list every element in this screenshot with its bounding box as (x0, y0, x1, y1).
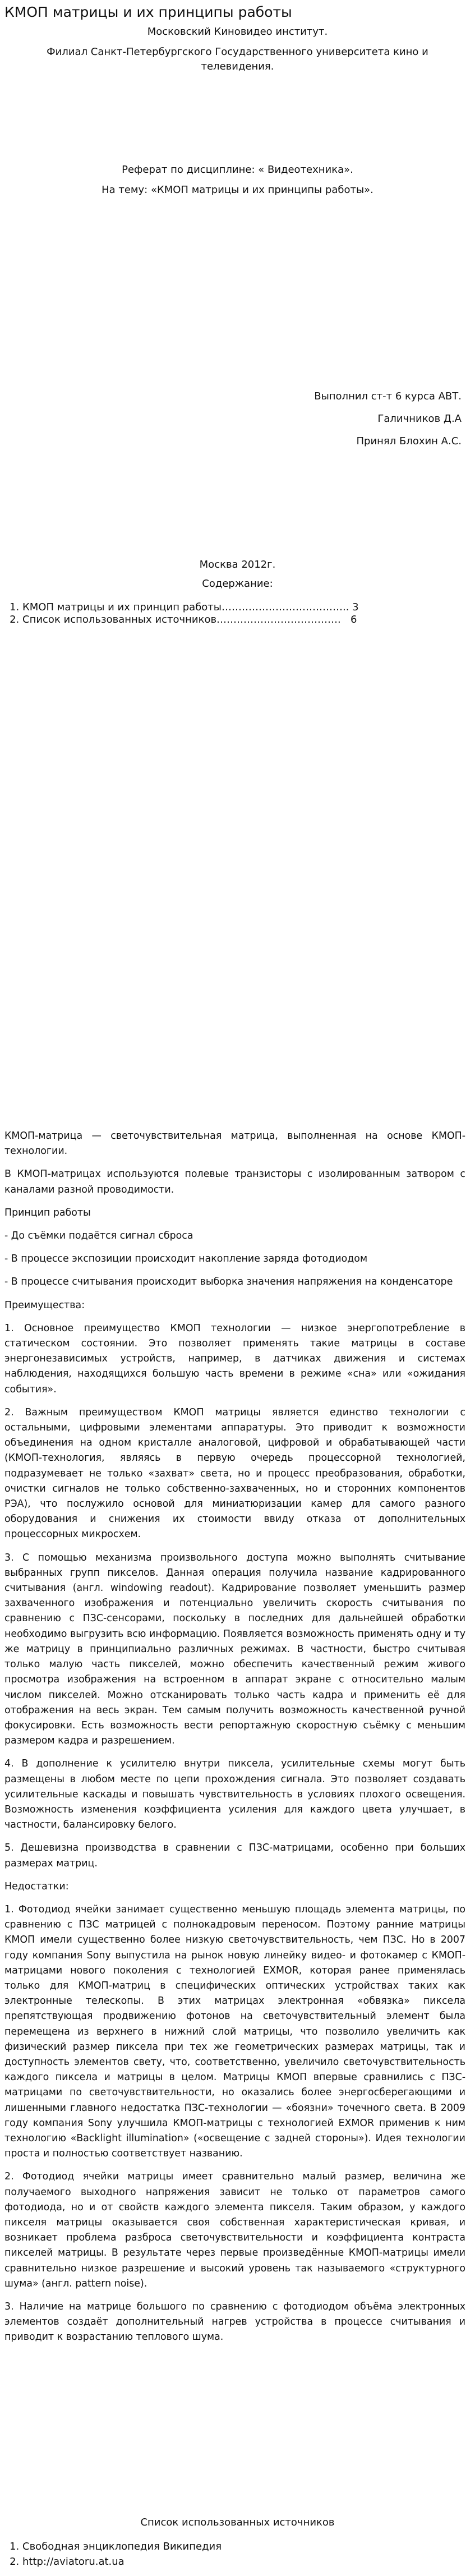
disadvantage-item: 1. Фотодиод ячейки занимает существенно меньшую площадь элемента матрицы, по сравнению с ПЗС матрицей с полнокадровым переносом. Поэтому ранние матрицы КМОП имели существенно более низкую светочувствительность, чем ПЗС. Но в 2007 году компания Sony выпустила на рынок новую линейку видео- и фотокамер с КМОП-матрицами нового поколения с технологией EXMOR, которая ранее применялась только для КМОП-матриц в специфических оптических устройствах таких как электронные телескопы. В этих матрицах электронная «обвязка» пиксела препятствующая продвижению фотонов на светочувствительный элемент была перемещена из верхнего в нижний слой матрицы, что позволило увеличить как физический размер пиксела при тех же геометрических размерах матрицы, так и доступность элементов свету, что, соответственно, увеличило светочувствительность каждого пиксела и матрицы в целом. Матрицы КМОП впервые сравнились с ПЗС-матрицами по светочувствительности, но оказались более энергосберегающими и лишенными главного недостатка ПЗС-технологии — «боязни» точечного света. В 2009 году компания Sony улучшила КМОП-матрицы с технологией EXMOR применив к ним технологию «Backlight illumination» («освещение с задней стороны»). Идея технологии проста и полностью соответствует названию. (4, 1903, 465, 2160)
advantages-heading: Преимущества: (4, 1299, 85, 1311)
document-body (4, 1129, 465, 2347)
disadvantage-item: 2. Фотодиод ячейки матрицы имеет сравнительно малый размер, величина же получаемого выходного напряжения зависит не только от параметров самого фотодиода, но и от свойств каждого элемента пикселя. Таким образом, у каждого пикселя матрицы оказывается своя собственная характеристическая кривая, и возникает проблема разброса светочувствительности и коэффициента контраста пикселей матрицы. В результате через первые произведённые КМОП-матрицы имели сравнительно низкое разрешение и высокий уровень так называемого «структурного шума» (англ. pattern noise). (4, 2171, 465, 2289)
reviewer-line: Принял Блохин А.С. (356, 435, 462, 447)
institute-name: Московский Киновидео институт. (147, 26, 328, 38)
contents-item: 2. Список использованных источников………………………………. 6 (22, 614, 475, 626)
document-title: КМОП матрицы и их принципы работы (4, 4, 292, 20)
advantage-item: 5. Дешевизна производства в сравнении с ПЗС-матрицами, особенно при больших размерах матриц. (4, 1842, 465, 1869)
reference-item: 1. Свободная энциклопедия Википедия (22, 2539, 222, 2554)
disadvantage-item: 3. Наличие на матрице большого по сравнению с фотодиодом объёма электронных элементов создаёт дополнительный нагрев устройства в процессе считывания и приводит к возрастанию теплового шума. (4, 2301, 465, 2343)
advantage-item: 4. В дополнение к усилителю внутри пиксела, усилительные схемы могут быть размещены в любом месте по цепи прохождения сигнала. Это позволяет создавать усилительные каскады и повышать чувствительность в условиях плохого освещения. Возможность изменения коэффициента усиления для каждого цвета улучшает, в частности, балансировку белого. (4, 1758, 465, 1831)
advantage-item: 3. С помощью механизма произвольного доступа можно выполнять считывание выбранных групп пикселов. Данная операция получила название кадрированного считывания (англ. windowing readout). Кадрирование позволяет уменьшить размер захваченного изображения и потенциально увеличить скорость считывания по сравнению с ПЗС-сенсорами, поскольку в последних для дальнейшей обработки необходимо выгрузить всю информацию. Появляется возможность применять одну и ту же матрицу в принципиально различных режимах. В частности, быстро считывая только малую часть пикселей, можно обеспечить качественный режим живого просмотра изображения на встроенном в аппарат экране с относительно малым числом пикселей. Можно отсканировать только часть кадра и применить её для отображения на весь экран. Тем самым получить возможность качественной ручной фокусировки. Есть возможность вести репортажную скоростную съёмку с меньшим размером кадра и разрешением. (4, 1552, 465, 1747)
city-year: Москва 2012г. (199, 559, 276, 571)
contents-item: 1. КМОП матрицы и их принцип работы……………………………….. 3 (22, 601, 475, 614)
paragraph-transistors: В КМОП-матрицах используются полевые транзисторы с изолированным затвором с каналами разной проводимости. (4, 1169, 465, 1195)
principle-heading: Принцип работы (4, 1207, 91, 1218)
disadvantages-heading: Недостатки: (4, 1880, 69, 1892)
reference-item: 2. http://aviatoru.at.ua (22, 2554, 222, 2569)
references-heading: Список использованных источников (140, 2517, 335, 2528)
paragraph-definition: КМОП-матрица — светочувствительная матрица, выполненная на основе КМОП-технологии. (4, 1130, 465, 1157)
advantage-item: 1. Основное преимущество КМОП технологии — низкое энергопотребление в статическом состоянии. Это позволяет применять такие матрицы в составе энергонезависимых устройств, например, в датчиках движения и системах наблюдения, находящихся большую часть времени в режиме «сна» или «ожидания события». (4, 1322, 465, 1395)
principle-step: - В процессе считывания происходит выборка значения напряжения на конденсаторе (4, 1276, 453, 1288)
discipline-line: Реферат по дисциплине: « Видеотехника». (122, 164, 353, 176)
topic-line: На тему: «КМОП матрицы и их принципы работы». (102, 184, 373, 196)
advantage-item: 2. Важным преимуществом КМОП матрицы является единство технологии с остальными, цифровыми элементами аппаратуры. Это приводит к возможности объединения на одном кристалле аналоговой, цифровой и обрабатывающей части (КМОП-технология, являясь в первую очередь процессорной технологией, подразумевает не только «захват» света, но и процесс преобразования, обработки, очистки сигналов не только собственно-захваченных, но и сторонних компонентов РЭА), что послужило основой для миниатюризации камер для самого разного оборудования и снижения их стоимости ввиду отказа от дополнительных процессорных микросхем. (4, 1406, 465, 1540)
contents-heading: Содержание: (202, 578, 273, 590)
principle-step: - До съёмки подаётся сигнал сброса (4, 1230, 193, 1242)
student-line: Выполнил ст-т 6 курса АВТ. (314, 390, 462, 402)
references-list (2, 2539, 222, 2569)
student-name: Галичников Д.А (377, 413, 462, 425)
principle-step: - В процессе экспозиции происходит накопление заряда фотодиодом (4, 1253, 368, 1265)
branch-name: Филиал Санкт-Петербургского Государственного университета кино и телевидения. (47, 46, 428, 72)
contents-list (2, 601, 475, 626)
